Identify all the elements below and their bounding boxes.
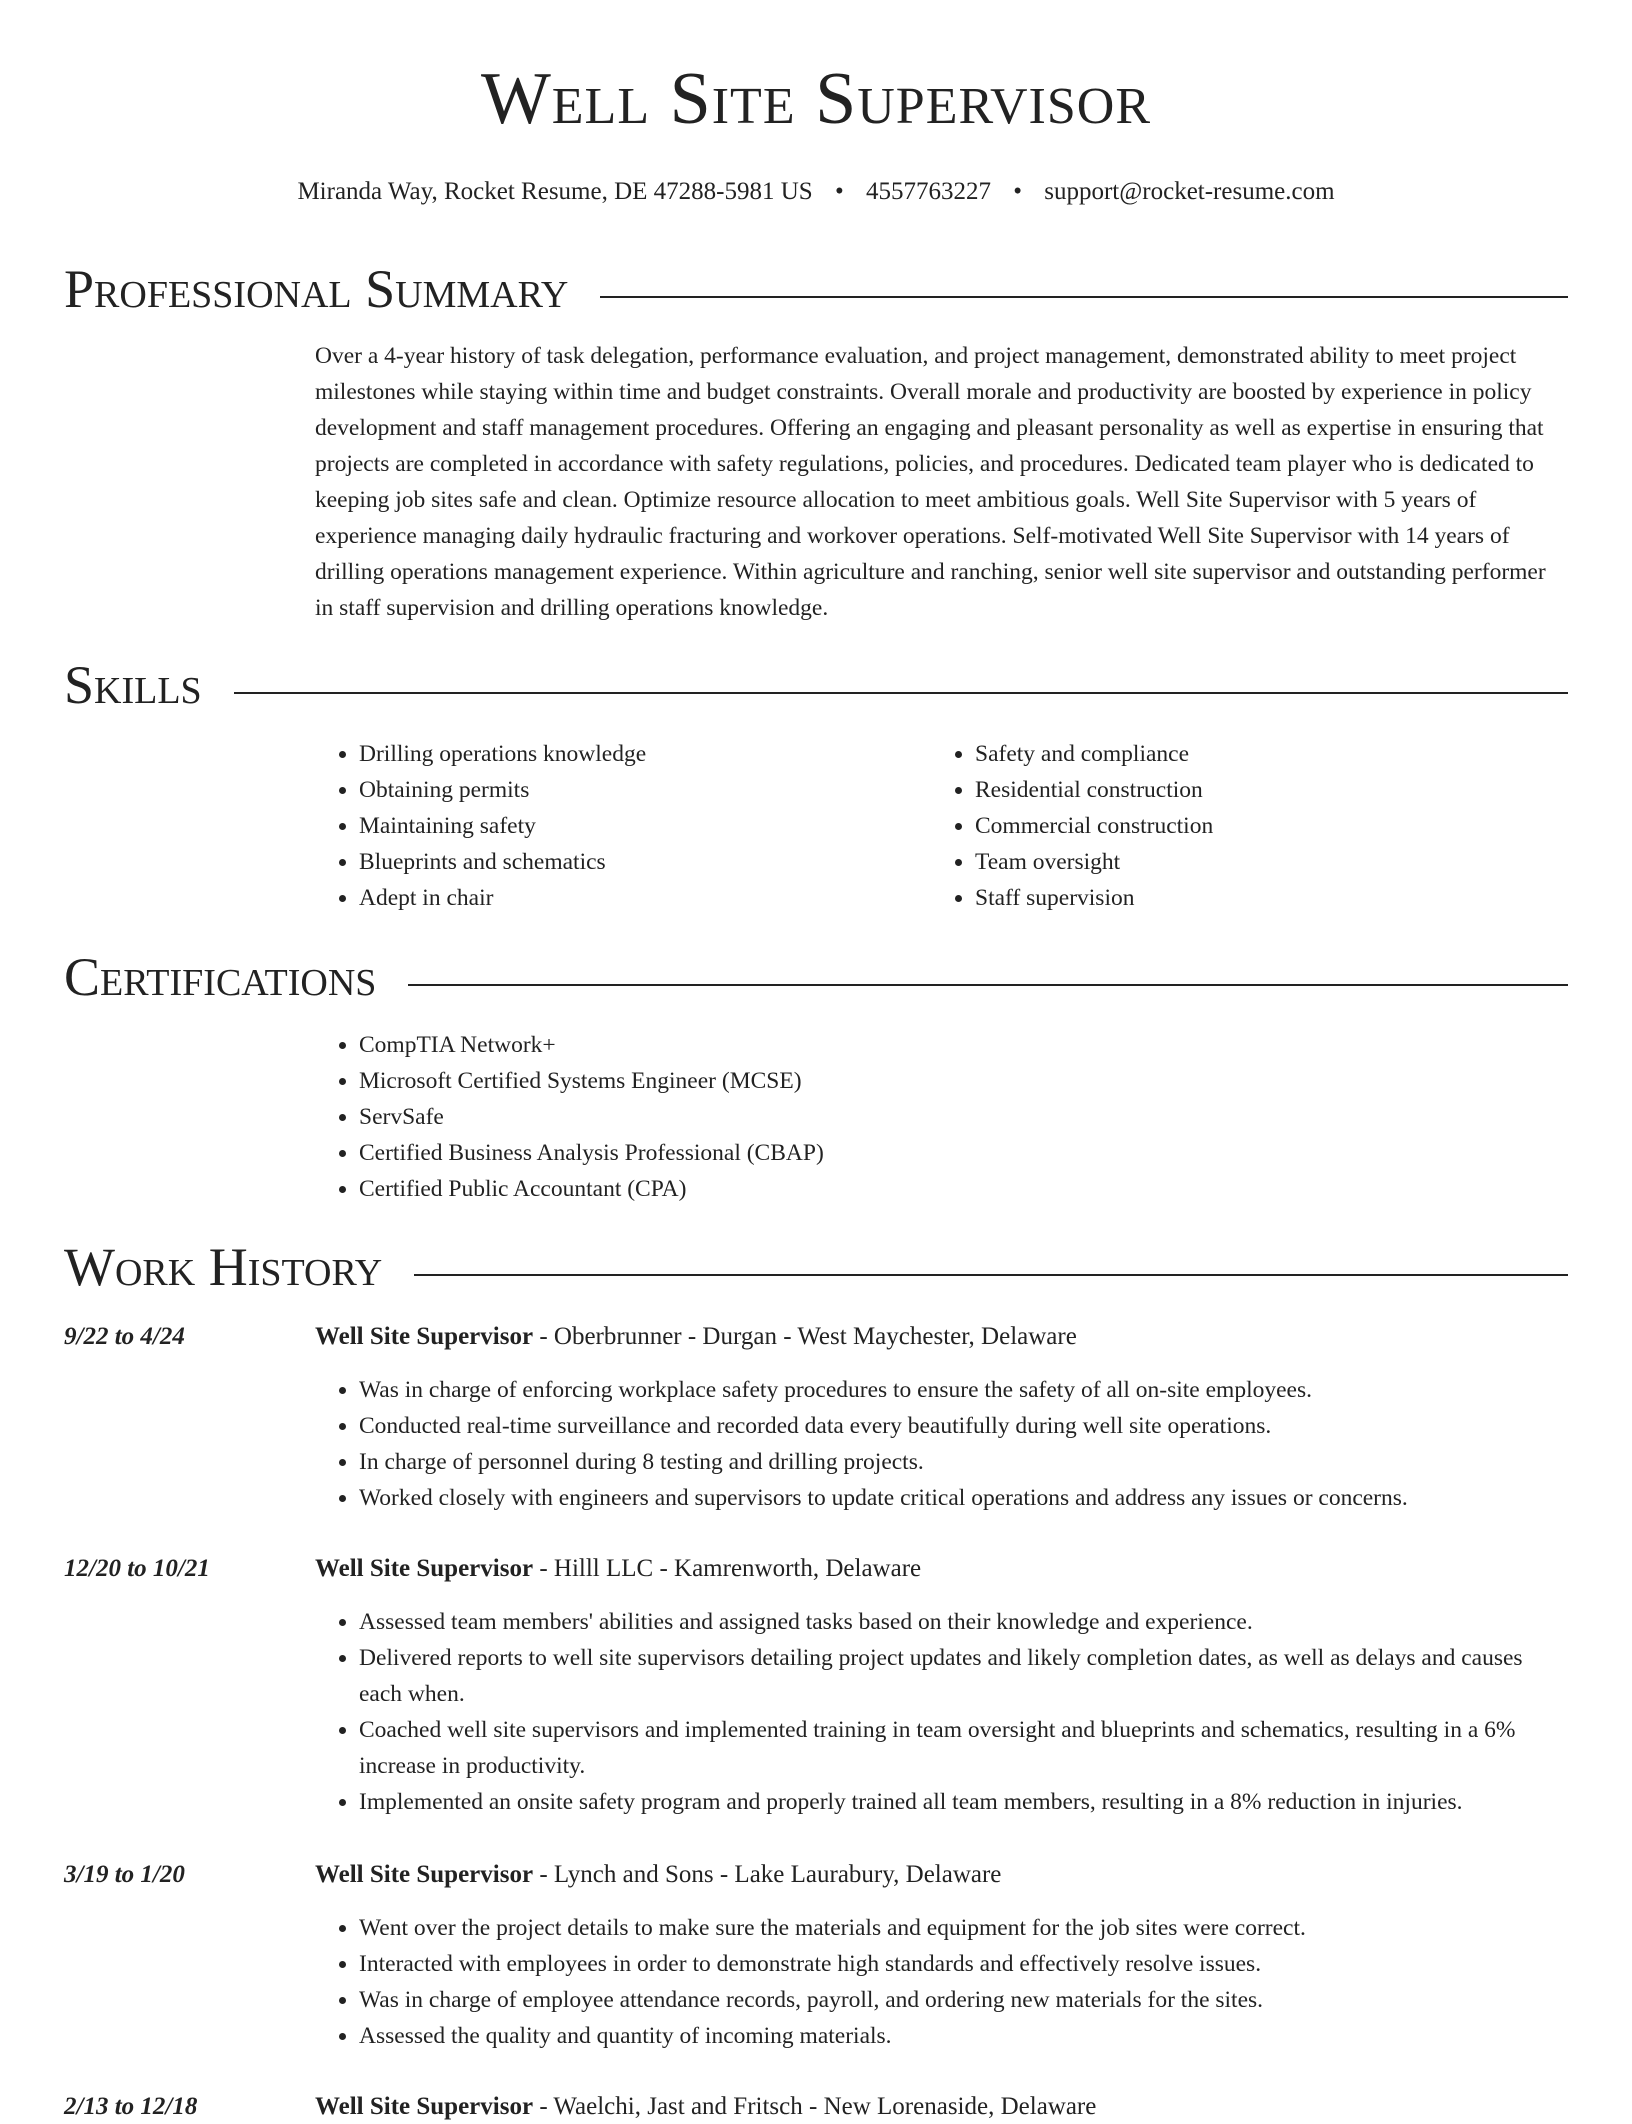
certification-item: • Microsoft Certified Systems Engineer (MCSE): [359, 1063, 1515, 1099]
job-dates: 9/22 to 4/24: [64, 1323, 185, 1350]
skill-item: • Commercial construction: [975, 808, 1531, 844]
skill-item: • Team oversight: [975, 844, 1531, 880]
job-bullet: • Delivered reports to well site supervisors detailing project updates and likely completion dates, as well as delays and causes each when.: [359, 1640, 1568, 1712]
section-divider: [234, 692, 1568, 694]
certifications-heading: Certifications: [64, 947, 377, 1007]
work-section-heading: [64, 1237, 1568, 1297]
summary-section-heading: [64, 259, 1568, 319]
job-bullets: [315, 1372, 1568, 1516]
job-title-line: [315, 1552, 1568, 1586]
job-title: Well Site Supervisor: [315, 1323, 534, 1350]
skill-item: • Residential construction: [975, 772, 1531, 808]
job-dates: 12/20 to 10/21: [64, 1555, 210, 1582]
job-employer: - Lynch and Sons - Lake Laurabury, Delaware: [533, 1861, 1002, 1888]
skill-item: • Adept in chair: [359, 880, 915, 916]
skills-list-left: [315, 736, 915, 916]
job-title: Well Site Supervisor: [315, 1555, 534, 1582]
skill-item: • Maintaining safety: [359, 808, 915, 844]
skills-heading: Skills: [64, 655, 202, 715]
skills-column-left: [315, 736, 915, 916]
summary-heading: Professional Summary: [64, 259, 569, 319]
job-bullet: • Was in charge of employee attendance records, payroll, and ordering new materials for the sites.: [359, 1982, 1568, 2018]
job-bullet: • Assessed the quality and quantity of incoming materials.: [359, 2018, 1568, 2054]
certification-item: • CompTIA Network+: [359, 1027, 1515, 1063]
certifications-list: [315, 1027, 1515, 1207]
job-bullet: • Conducted real-time surveillance and recorded data every beautifully during well site operations.: [359, 1408, 1568, 1444]
job-bullet: • Assessed team members' abilities and assigned tasks based on their knowledge and experience.: [359, 1604, 1568, 1640]
contact-email: support@rocket-resume.com: [1044, 178, 1335, 205]
work-heading: Work History: [64, 1237, 383, 1297]
job-bullet: • Worked closely with engineers and supervisors to update critical operations and address any issues or concerns.: [359, 1480, 1568, 1516]
job-bullets: [315, 1604, 1568, 1820]
skill-item: • Blueprints and schematics: [359, 844, 915, 880]
section-divider: [414, 1274, 1568, 1276]
certifications-section-heading: [64, 947, 1568, 1007]
contact-address: Miranda Way, Rocket Resume, DE 47288-5981 US: [297, 178, 813, 205]
job-title-line: [315, 1858, 1568, 1892]
contact-line: [0, 177, 1632, 207]
job-bullet: • In charge of personnel during 8 testing and drilling projects.: [359, 1444, 1568, 1480]
job-bullet: • Implemented an onsite safety program and properly trained all team members, resulting in a 8% reduction in injuries.: [359, 1784, 1568, 1820]
skills-column-right: [931, 736, 1531, 916]
resume-name: Well Site Supervisor: [480, 58, 1152, 140]
skill-item: • Drilling operations knowledge: [359, 736, 915, 772]
job-bullet: • Was in charge of enforcing workplace safety procedures to ensure the safety of all on-site employees.: [359, 1372, 1568, 1408]
job-dates: 3/19 to 1/20: [64, 1861, 185, 1888]
certification-item: • Certified Public Accountant (CPA): [359, 1171, 1515, 1207]
certification-item: • Certified Business Analysis Professional (CBAP): [359, 1135, 1515, 1171]
job-bullet: • Coached well site supervisors and implemented training in team oversight and blueprints and schematics, resulting in a 6% increase in productivity.: [359, 1712, 1568, 1784]
job-employer: - Waelchi, Jast and Fritsch - New Lorenaside, Delaware: [533, 2093, 1097, 2120]
job-employer: - Oberbrunner - Durgan - West Maychester, Delaware: [533, 1323, 1077, 1350]
section-divider: [408, 984, 1568, 986]
job-bullet: • Interacted with employees in order to demonstrate high standards and effectively resolve issues.: [359, 1946, 1568, 1982]
job-title: Well Site Supervisor: [315, 2093, 534, 2120]
job-bullet: • Went over the project details to make sure the materials and equipment for the job sites were correct.: [359, 1910, 1568, 1946]
contact-separator: •: [1013, 178, 1022, 205]
certification-item: • ServSafe: [359, 1099, 1515, 1135]
skill-item: • Safety and compliance: [975, 736, 1531, 772]
skills-section-heading: [64, 655, 1568, 715]
skill-item: • Staff supervision: [975, 880, 1531, 916]
skills-list-right: [931, 736, 1531, 916]
job-title: Well Site Supervisor: [315, 1861, 534, 1888]
job-employer: - Hilll LLC - Kamrenworth, Delaware: [533, 1555, 922, 1582]
job-dates: 2/13 to 12/18: [64, 2093, 198, 2120]
certifications-block: [315, 1027, 1515, 1207]
summary-text: Over a 4-year history of task delegation, performance evaluation, and project management, demonstrated ability to meet project milestones while staying within time and budget constraints. Overall morale and productivity are boosted by experience in policy development and staff management procedures. Offering an engaging and pleasant personality as well as expertise in ensuring that projects are completed in accordance with safety regulations, policies, and procedures. Dedicated team player who is dedicated to keeping job sites safe and clean. Optimize resource allocation to meet ambitious goals. Well Site Supervisor with 5 years of experience managing daily hydraulic fracturing and workover operations. Self-motivated Well Site Supervisor with 14 years of drilling operations management experience. Within agriculture and ranching, senior well site supervisor and outstanding performer in staff supervision and drilling operations knowledge.: [315, 343, 1546, 621]
contact-phone: 4557763227: [865, 178, 991, 205]
skill-item: • Obtaining permits: [359, 772, 915, 808]
job-title-line: [315, 2090, 1568, 2124]
job-bullets: [315, 1910, 1568, 2054]
job-title-line: [315, 1320, 1568, 1354]
contact-separator: •: [834, 178, 844, 205]
section-divider: [600, 296, 1568, 298]
